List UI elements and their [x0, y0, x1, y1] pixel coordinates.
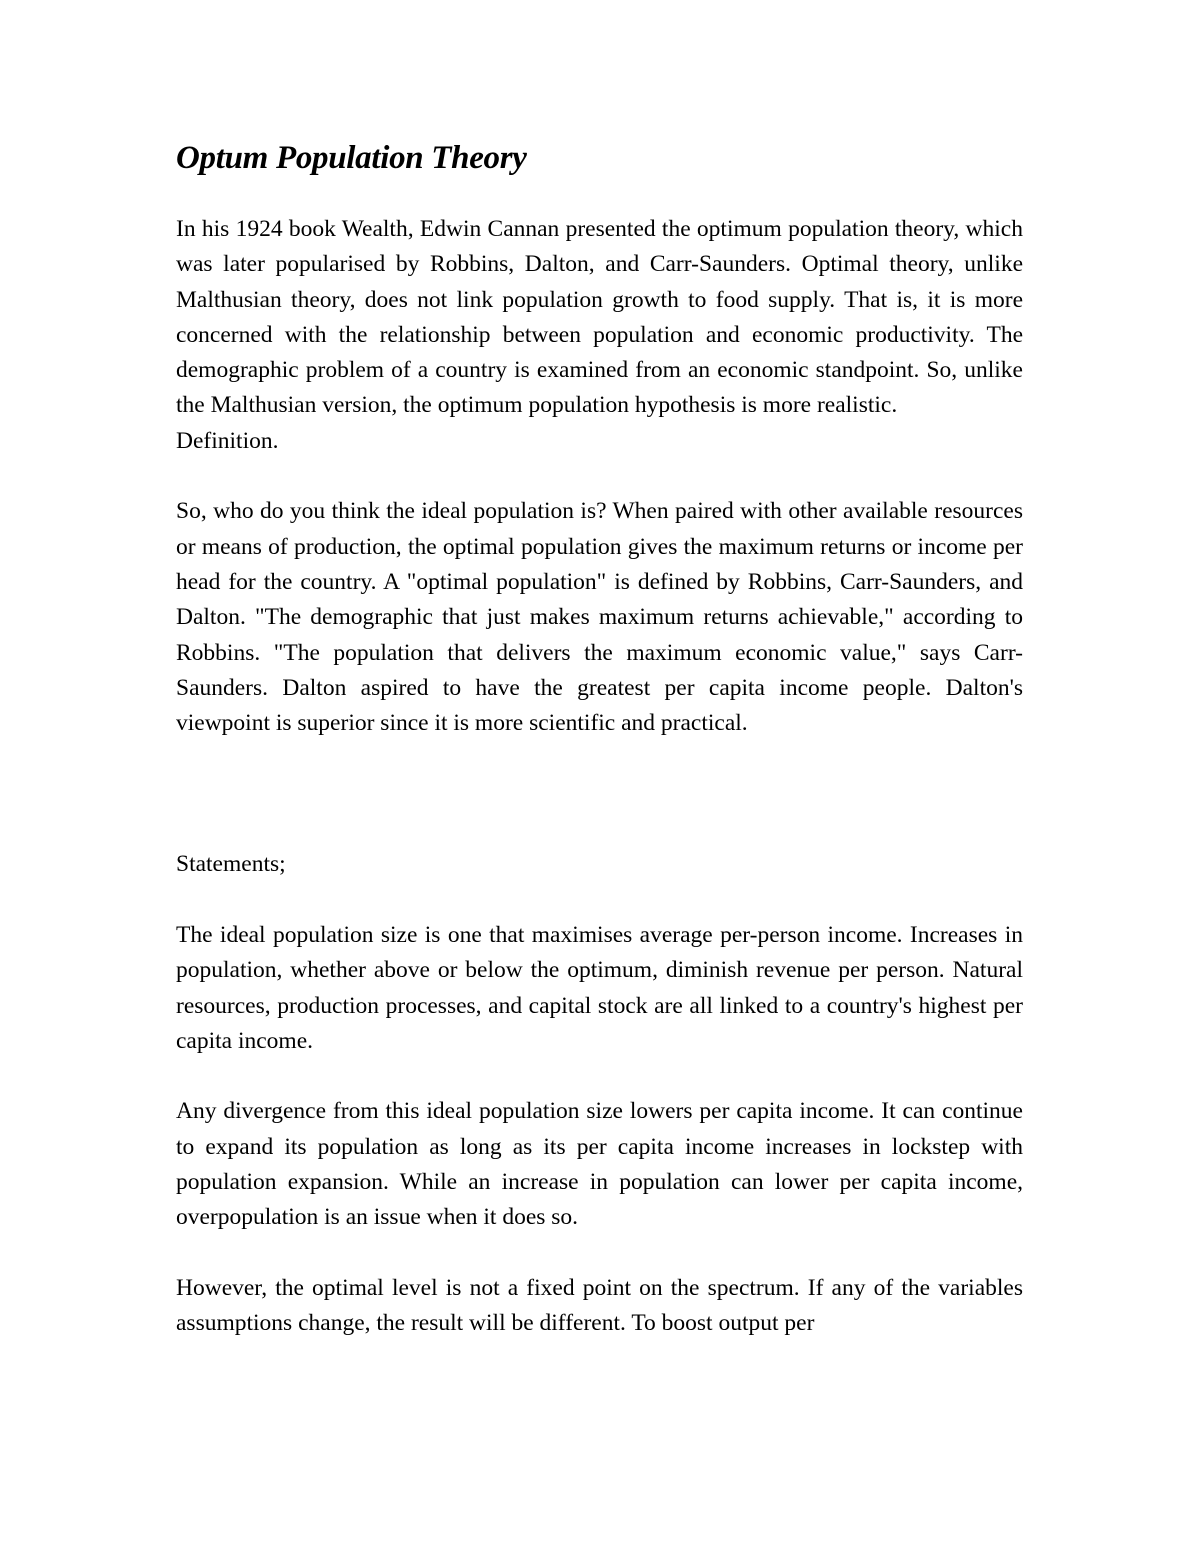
- definition-heading: Definition.: [176, 427, 279, 454]
- paragraph-spacer: [176, 1236, 1023, 1271]
- paragraph-spacer: [176, 883, 1023, 918]
- paragraph-spacer: [176, 1059, 1023, 1094]
- statements-heading: Statements;: [176, 851, 286, 878]
- paragraph-spacer: [176, 459, 1023, 494]
- section-spacer: [176, 741, 1023, 847]
- statement-paragraph-3: However, the optimal level is not a fixed point on the spectrum. If any of the variables assumptions change, the result will be different. To boost output per: [176, 1274, 1023, 1337]
- statement-paragraph-2: Any divergence from this ideal population size lowers per capita income. It can continue to expand its population as long as its per capita income increases in lockstep with population expansion. While an increase in population can lower per capita income, overpopulation is an issue when it does so.: [176, 1098, 1023, 1231]
- definition-paragraph: So, who do you think the ideal population is? When paired with other available resources or means of production, the optimal population gives the maximum returns or income per head for the country. A "optimal population" is defined by Robbins, Carr-Saunders, and Dalton. "The demographic that just makes maximum returns achievable," according to Robbins. "The population that delivers the maximum economic value," says Carr-Saunders. Dalton aspired to have the greatest per capita income people. Dalton's viewpoint is superior since it is more scientific and practical.: [176, 498, 1023, 737]
- page-title: Optum Population Theory: [176, 140, 527, 176]
- intro-paragraph: In his 1924 book Wealth, Edwin Cannan presented the optimum population theory, which was later popularised by Robbins, Dalton, and Carr-Saunders. Optimal theory, unlike Malthusian theory, does not link population growth to food supply. That is, it is more concerned with the relationship between population and economic productivity. The demographic problem of a country is examined from an economic standpoint. So, unlike the Malthusian version, the optimum population hypothesis is more realistic.: [176, 216, 1023, 419]
- statement-paragraph-1: The ideal population size is one that maximises average per-person income. Increases in population, whether above or below the optimum, diminish revenue per person. Natural resources, production processes, and capital stock are all linked to a country's highest per capita income.: [176, 921, 1023, 1054]
- document-body: [176, 138, 1023, 1342]
